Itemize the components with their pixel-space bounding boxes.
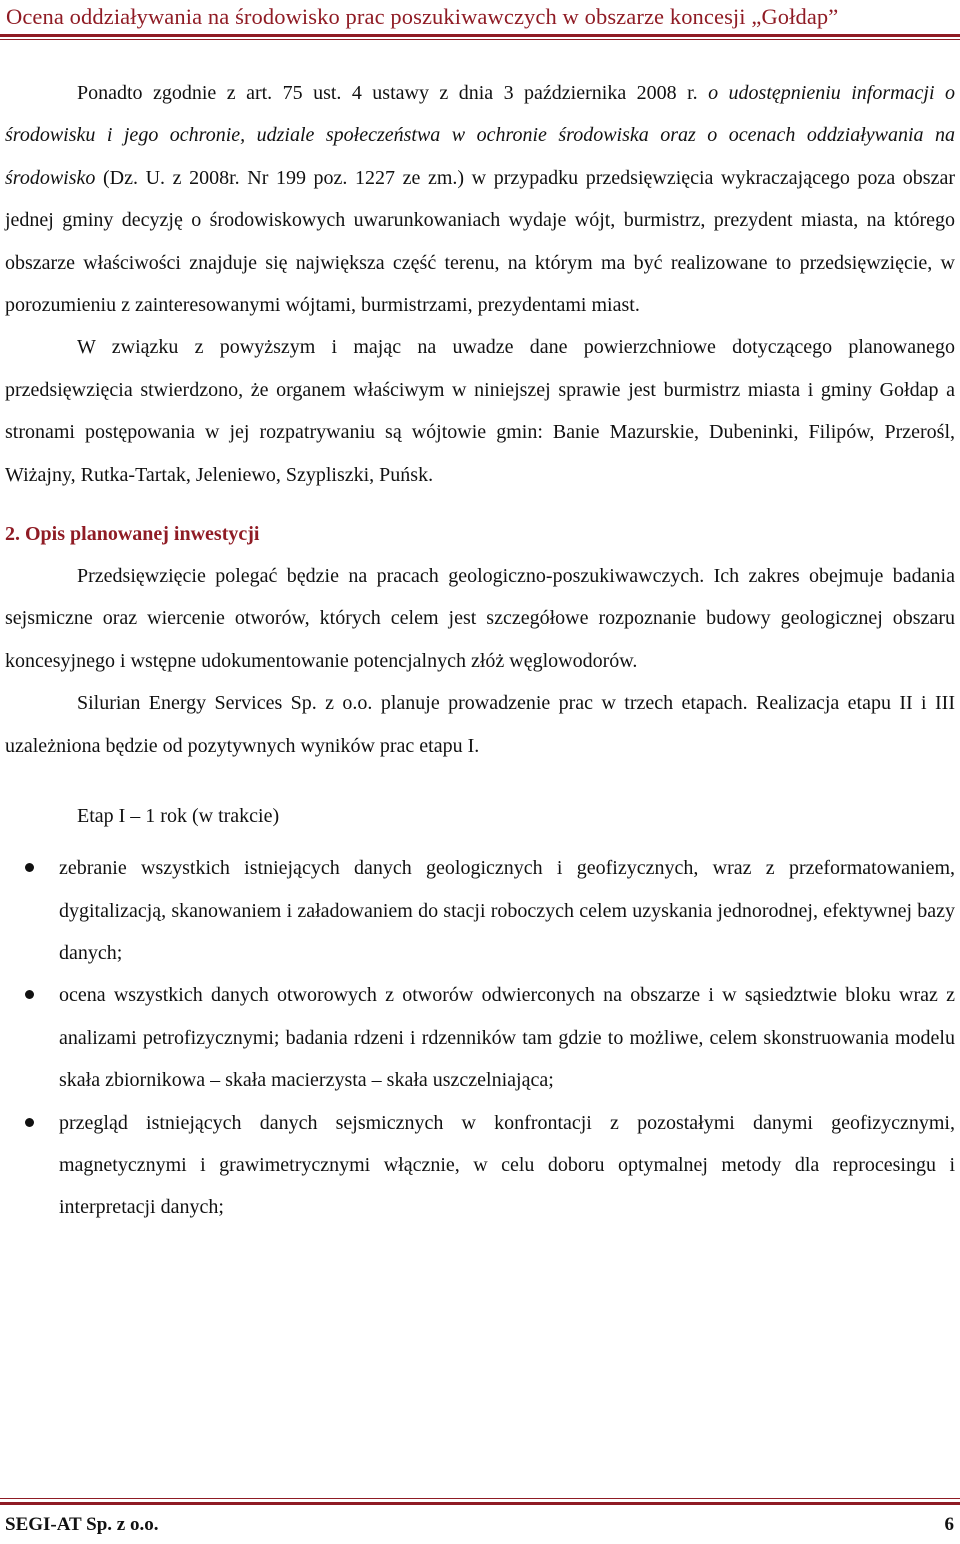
footer-rule xyxy=(0,1502,960,1505)
page-content xyxy=(5,72,955,1229)
bullet-icon xyxy=(25,1118,34,1127)
header-rule-thin xyxy=(0,39,960,40)
bullet-icon xyxy=(25,863,34,872)
page-number: 6 xyxy=(944,1514,954,1535)
header-rule xyxy=(0,34,960,37)
paragraph-authority: W związku z powyższym i mając na uwadze dane powierzchniowe dotyczącego planowanego przedsięwzięcia stwierdzono, że organem właściwym w niniejszej sprawie jest burmistrz miasta i gminy Gołdap a stronami postępowania w jej rozpatrywaniu są wójtowie gmin: Banie Mazurskie, Dubeninki, Filipów, Przerośl, Wiżajny, Rutka-Tartak, Jeleniewo, Szypliszki, Puńsk. xyxy=(5,336,955,486)
list-item xyxy=(5,974,955,1101)
list-item-text: ocena wszystkich danych otworowych z otworów odwierconych na obszarze i w sąsiedztwie bloku wraz z analizami petrofizycznymi; badania rdzeni i rdzenników tam gdzie to możliwe, celem skonstruowania modelu skała zbiornikowa – skała macierzysta – skała uszczelniająca; xyxy=(59,984,955,1092)
page-footer xyxy=(0,1496,960,1544)
stage-label: Etap I – 1 rok (w trakcie) xyxy=(77,805,280,828)
act-title: o udostępnieniu informacji o środowisku i jego ochronie, udziale społeczeństwa w ochronie środowiska oraz o ocenach oddziaływania na środowisko xyxy=(5,82,955,189)
list-item-text: przegląd istniejących danych sejsmicznych w konfrontacji z pozostałymi danymi geofizycznymi, magnetycznymi i grawimetrycznymi włącznie, w celu doboru optymalnej metody dla reprocesingu i interpretacji danych; xyxy=(59,1111,955,1219)
list-item-text: zebranie wszystkich istniejących danych geologicznych i geofizycznych, wraz z przeformatowaniem, dygitalizacją, skanowaniem i załadowaniem do stacji roboczych celem uzyskania jednorodnej, efektywnej bazy danych; xyxy=(59,857,955,964)
paragraph-description: Przedsięwzięcie polegać będzie na pracach geologiczno-poszukiwawczych. Ich zakres obejmuje badania sejsmiczne oraz wiercenie otworów, których celem jest szczegółowe rozpoznanie budowy geologicznej obszaru koncesyjnego i wstępne udokumentowanie potencjalnych złóż węglowodorów. xyxy=(5,565,955,672)
footer-rule-thin xyxy=(0,1498,960,1499)
list-item xyxy=(5,1102,955,1229)
document-title: Ocena oddziaływania na środowisko prac poszukiwawczych w obszarze koncesji „Gołdap” xyxy=(6,4,839,29)
list-item xyxy=(5,847,955,974)
bullet-icon xyxy=(25,990,34,999)
section-heading: 2. Opis planowanej inwestycji xyxy=(5,523,260,546)
footer-company: SEGI-AT Sp. z o.o. xyxy=(5,1514,159,1535)
paragraph-stages: Silurian Energy Services Sp. z o.o. planuje prowadzenie prac w trzech etapach. Realizacja etapu II i III uzależniona będzie od pozytywnych wyników prac etapu I. xyxy=(5,692,955,757)
paragraph-text: (Dz. U. z 2008r. Nr 199 poz. 1227 ze zm.) w przypadku przedsięwzięcia wykraczającego poza obszar jednej gminy decyzję o środowiskowych uwarunkowaniach wydaje wójt, burmistrz, prezydent miasta, na którego obszarze właściwości znajduje się największa część terenu, na którym ma być realizowane to przedsięwzięcie, w porozumieniu z zainteresowanymi wójtami, burmistrzami, prezydentami miast. xyxy=(5,166,955,317)
stage-task-list xyxy=(5,847,955,1229)
paragraph-text: Ponadto zgodnie z art. 75 ust. 4 ustawy z dnia 3 października 2008 r. xyxy=(77,82,709,104)
page-header xyxy=(0,0,960,40)
paragraph-legal-basis xyxy=(5,72,955,326)
